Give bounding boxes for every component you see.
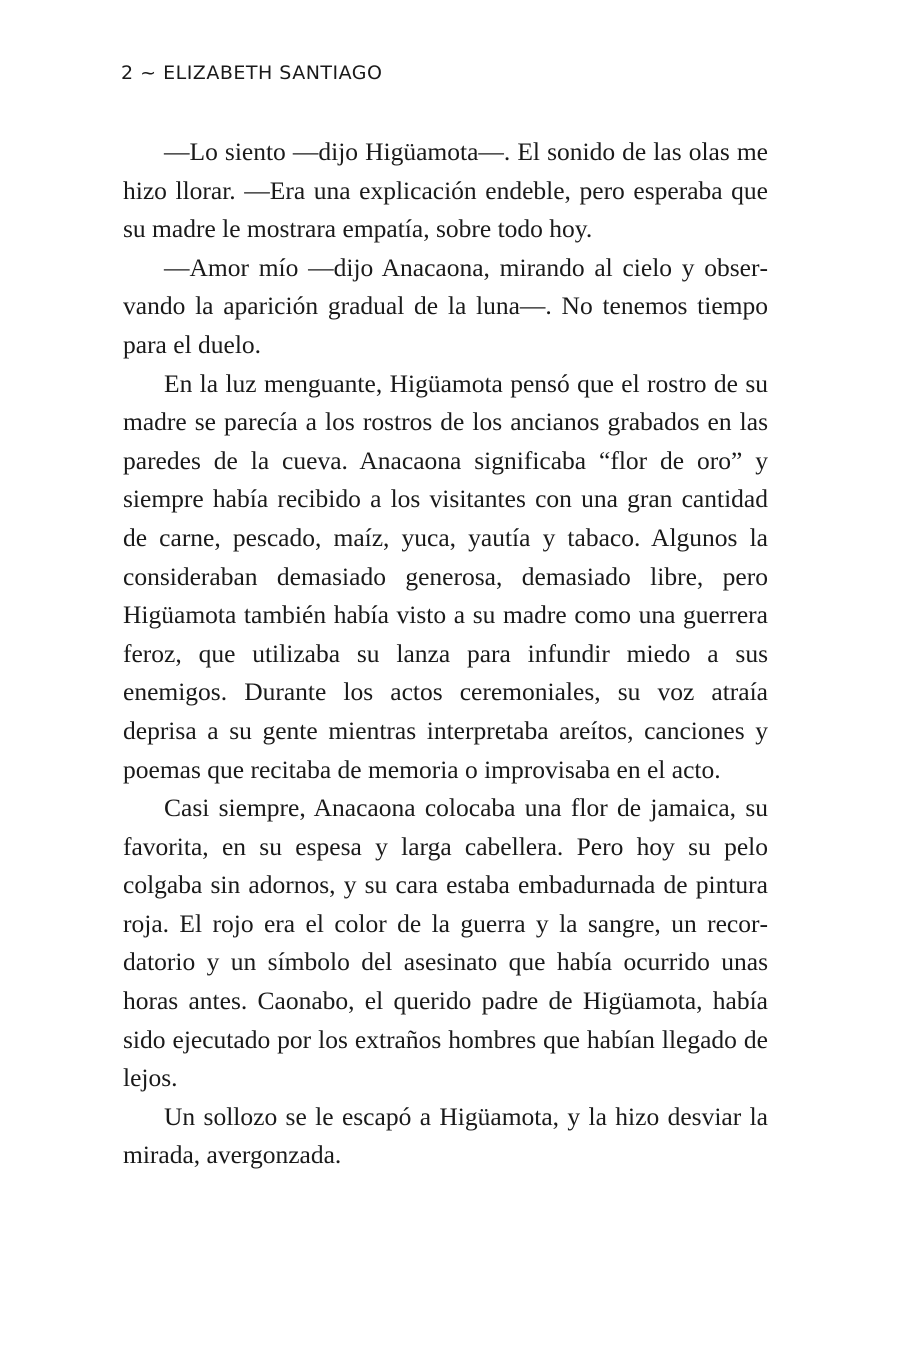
- running-head: [121, 62, 382, 84]
- page-number: 2: [121, 62, 134, 84]
- running-head-separator: ~: [140, 62, 157, 84]
- paragraph: —Amor mío —dijo Anacaona, mirando al cielo y observando la aparición gradual de la luna—. No tenemos tiempo para el duelo.: [123, 252, 768, 359]
- body-text: [123, 133, 768, 1175]
- paragraph: —Lo siento —dijo Higüamota—. El sonido de las olas me hizo llorar. —Era una explicación endeble, pero esperaba que su madre le mostrara empatía, sobre todo hoy.: [123, 137, 768, 244]
- author-name: ELIZABETH SANTIAGO: [163, 62, 383, 84]
- paragraph: Un sollozo se le escapó a Higüamota, y la hizo desviar la mirada, avergonzada.: [123, 1101, 768, 1170]
- paragraph: En la luz menguante, Higüamota pensó que el rostro de su madre se parecía a los rostros de los ancianos grabados en las paredes de la cueva. Anacaona significaba “flor de oro” y siempre había recibido a los visitantes con una gran cantidad de carne, pescado, maíz, yuca, yautía y tabaco. Algunos la consideraban demasiado generosa, demasiado libre, pero Higüamota también había visto a su madre como una guerrera feroz, que utilizaba su lanza para infundir miedo a sus enemigos. Durante los actos ceremoniales, su voz atraía deprisa a su gente mientras interpretaba areítos, canciones y poemas que recitaba de memoria o improvisaba en el acto.: [123, 368, 768, 784]
- paragraph: Casi siempre, Anacaona colocaba una flor de jamaica, su favorita, en su espesa y larga cabellera. Pero hoy su pelo colgaba sin adornos, y su cara estaba embadurnada de pintura roja. El rojo era el color de la guerra y la sangre, un recordatorio y un símbolo del asesinato que había ocurrido unas horas antes. Caonabo, el querido padre de Higüamota, había sido ejecutado por los extraños hombres que habían llegado de lejos.: [123, 793, 768, 1093]
